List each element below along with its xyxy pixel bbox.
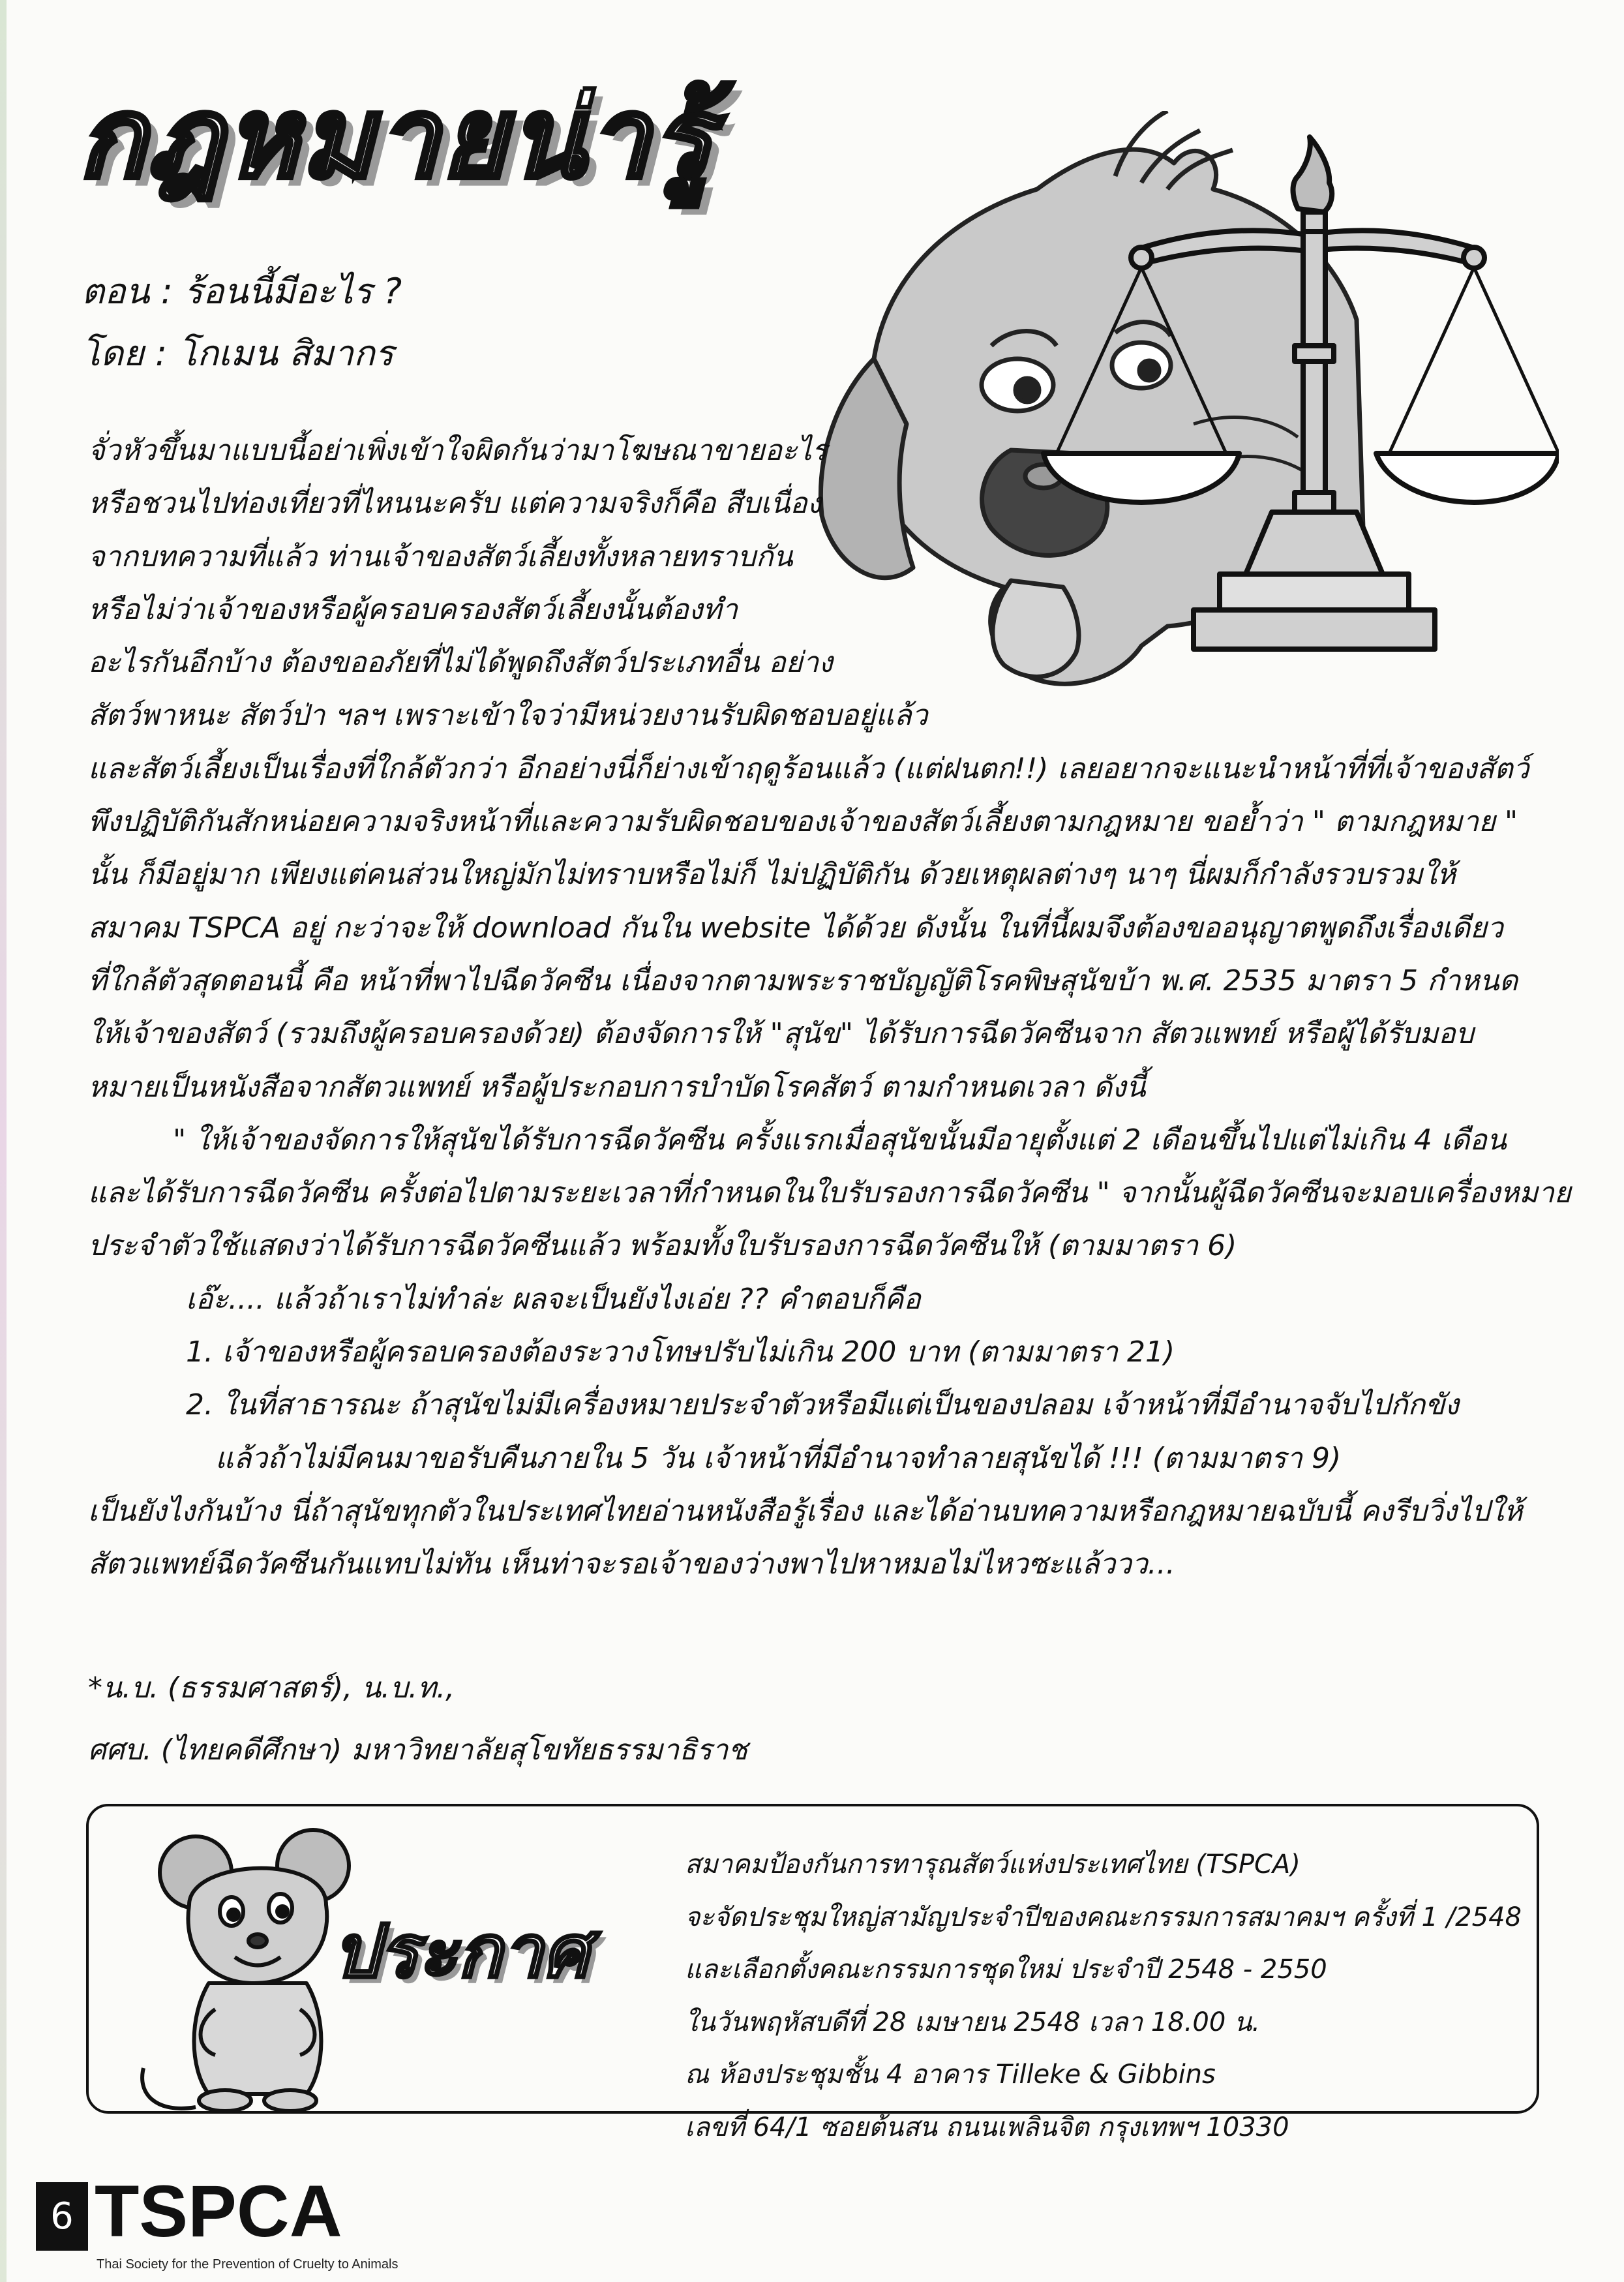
article-line: ประจำตัวใช้แสดงว่าได้รับการฉีดวัคซีนแล้ว พร้อมทั้งใบรับรองการฉีดวัคซีนให้ (ตามมาตรา 6)	[88, 1229, 1237, 1263]
article-line: ให้เจ้าของสัตว์ (รวมถึงผู้ครอบครองด้วย) ต้องจัดการให้ "สุนัข" ได้รับการฉีดวัคซีนจาก สัตวแพทย์ หรือผู้ได้รับมอบ	[88, 1017, 1474, 1051]
article-line: และสัตว์เลี้ยงเป็นเรื่องที่ใกล้ตัวกว่า อีกอย่างนี่ก็ย่างเข้าฤดูร้อนแล้ว (แต่ฝนตก!!) เลยอยากจะแนะนำหน้าที่ที่เจ้าของสัตว์	[88, 752, 1529, 785]
article-line: แล้วถ้าไม่มีคนมาขอรับคืนภายใน 5 วัน เจ้าหน้าที่มีอำนาจทำลายสุนัขได้ !!! (ตามมาตรา 9)	[215, 1441, 1342, 1475]
credentials-line: ศศบ. (ไทยคดีศึกษา) มหาวิทยาลัยสุโขทัยธรรมาธิราช	[88, 1733, 748, 1767]
episode-line: ตอน : ร้อนนี้มีอะไร ?	[82, 271, 402, 312]
article-title: กฎหมายน่ารู้	[78, 74, 715, 203]
announcement-line: ในวันพฤหัสบดีที่ 28 เมษายน 2548 เวลา 18.00 น.	[685, 2007, 1261, 2037]
article-line: หมายเป็นหนังสือจากสัตวแพทย์ หรือผู้ประกอบการบำบัดโรคสัตว์ ตามกำหนดเวลา ดังนี้	[88, 1070, 1146, 1104]
article-line: 2. ในที่สาธารณะ ถ้าสุนัขไม่มีเครื่องหมายประจำตัวหรือมีแต่เป็นของปลอม เจ้าหน้าที่มีอำนาจจับไปกักขัง	[186, 1388, 1459, 1422]
article-line: และได้รับการฉีดวัคซีน ครั้งต่อไปตามระยะเวลาที่กำหนดในใบรับรองการฉีดวัคซีน " จากนั้นผู้ฉีดวัคซีนจะมอบเครื่องหมาย	[88, 1176, 1571, 1210]
announcement-line: และเลือกตั้งคณะกรรมการชุดใหม่ ประจำปี 2548 - 2550	[685, 1955, 1327, 1985]
announcement-line: เลขที่ 64/1 ซอยต้นสน ถนนเพลินจิต กรุงเทพฯ 10330	[685, 2112, 1289, 2142]
article-line: หรือชวนไปท่องเที่ยวที่ไหนนะครับ แต่ความจริงก็คือ สืบเนื่อง	[88, 487, 822, 521]
announcement-line: สมาคมป้องกันการทารุณสัตว์แห่งประเทศไทย (TSPCA)	[685, 1849, 1301, 1879]
page-edge-stripe	[0, 0, 7, 2282]
article-line: เอ๊ะ.... แล้วถ้าเราไม่ทำล่ะ ผลจะเป็นยังไงเอ่ย ?? คำตอบก็คือ	[186, 1282, 921, 1316]
article-line: สัตวแพทย์ฉีดวัคซีนกันแทบไม่ทัน เห็นท่าจะรอเจ้าของว่างพาไปหาหมอไม่ไหวซะแล้ววว...	[88, 1547, 1175, 1581]
article-line: เป็นยังไงกันบ้าง นี่ถ้าสุนัขทุกตัวในประเทศไทยอ่านหนังสือรู้เรื่อง และได้อ่านบทความหรือกฎหมายฉบับนี้ คงรีบวิ่งไปให้	[88, 1494, 1523, 1528]
announcement-line: ณ ห้องประชุมชั้น 4 อาคาร Tilleke & Gibbins	[685, 2060, 1216, 2090]
article-line: จากบทความที่แล้ว ท่านเจ้าของสัตว์เลี้ยงทั้งหลายทราบกัน	[88, 540, 793, 573]
page-number: 6	[36, 2182, 88, 2251]
article-line: นั้น ก็มีอยู่มาก เพียงแต่คนส่วนใหญ่มักไม่ทราบหรือไม่ก็ ไม่ปฏิบัติกัน ด้วยเหตุผลต่างๆ นาๆ นี่ผมก็กำลังรวบรวมให้	[88, 858, 1456, 892]
article-line: พึงปฏิบัติกันสักหน่อยความจริงหน้าที่และความรับผิดชอบของเจ้าของสัตว์เลี้ยงตามกฎหมาย ขอย้ำว่า " ตามกฎหมาย "	[88, 805, 1518, 839]
article-line: 1. เจ้าของหรือผู้ครอบครองต้องระวางโทษปรับไม่เกิน 200 บาท (ตามมาตรา 21)	[186, 1335, 1175, 1369]
article-line: สมาคม TSPCA อยู่ กะว่าจะให้ download กันใน website ได้ด้วย ดังนั้น ในที่นี้ผมจึงต้องขออนุญาตพูดถึงเรื่องเดียว	[88, 911, 1503, 945]
credentials-line: *น.บ. (ธรรมศาสตร์), น.บ.ท.,	[88, 1671, 455, 1705]
article-line: จั่วหัวขึ้นมาแบบนี้อย่าเพิ่งเข้าใจผิดกันว่ามาโฆษณาขายอะไร	[88, 434, 828, 467]
footer-tagline: Thai Society for the Prevention of Cruelty to Animals	[97, 2257, 398, 2272]
author-credentials	[88, 1657, 747, 1781]
article-line: ที่ใกล้ตัวสุดตอนนี้ คือ หน้าที่พาไปฉีดวัคซีน เนื่องจากตามพระราชบัญญัติโรคพิษสุนัขบ้า พ.ศ. 2535 มาตรา 5 กำหนด	[88, 964, 1518, 997]
footer-brand: TSPCA	[95, 2170, 342, 2252]
article-line: สัตว์พาหนะ สัตว์ป่า ฯลฯ เพราะเข้าใจว่ามีหน่วยงานรับผิดชอบอยู่แล้ว	[88, 699, 928, 733]
announcement-line: จะจัดประชุมใหญ่สามัญประจำปีของคณะกรรมการสมาคมฯ ครั้งที่ 1 /2548	[685, 1902, 1522, 1932]
announcement-label: ประกาศ	[333, 1909, 590, 1994]
article-line: อะไรกันอีกบ้าง ต้องขออภัยที่ไม่ได้พูดถึงสัตว์ประเภทอื่น อย่าง	[88, 646, 833, 680]
article-line: " ให้เจ้าของจัดการให้สุนัขได้รับการฉีดวัคซีน ครั้งแรกเมื่อสุนัขนั้นมีอายุตั้งแต่ 2 เดือนขึ้นไปแต่ไม่เกิน 4 เดือน	[173, 1123, 1507, 1157]
article-body	[88, 424, 1571, 1591]
author-line: โดย : โกเมน สิมากร	[82, 333, 394, 374]
article-line: หรือไม่ว่าเจ้าของหรือผู้ครอบครองสัตว์เลี้ยงนั้นต้องทำ	[88, 592, 738, 626]
announcement-text	[685, 1838, 1522, 2153]
